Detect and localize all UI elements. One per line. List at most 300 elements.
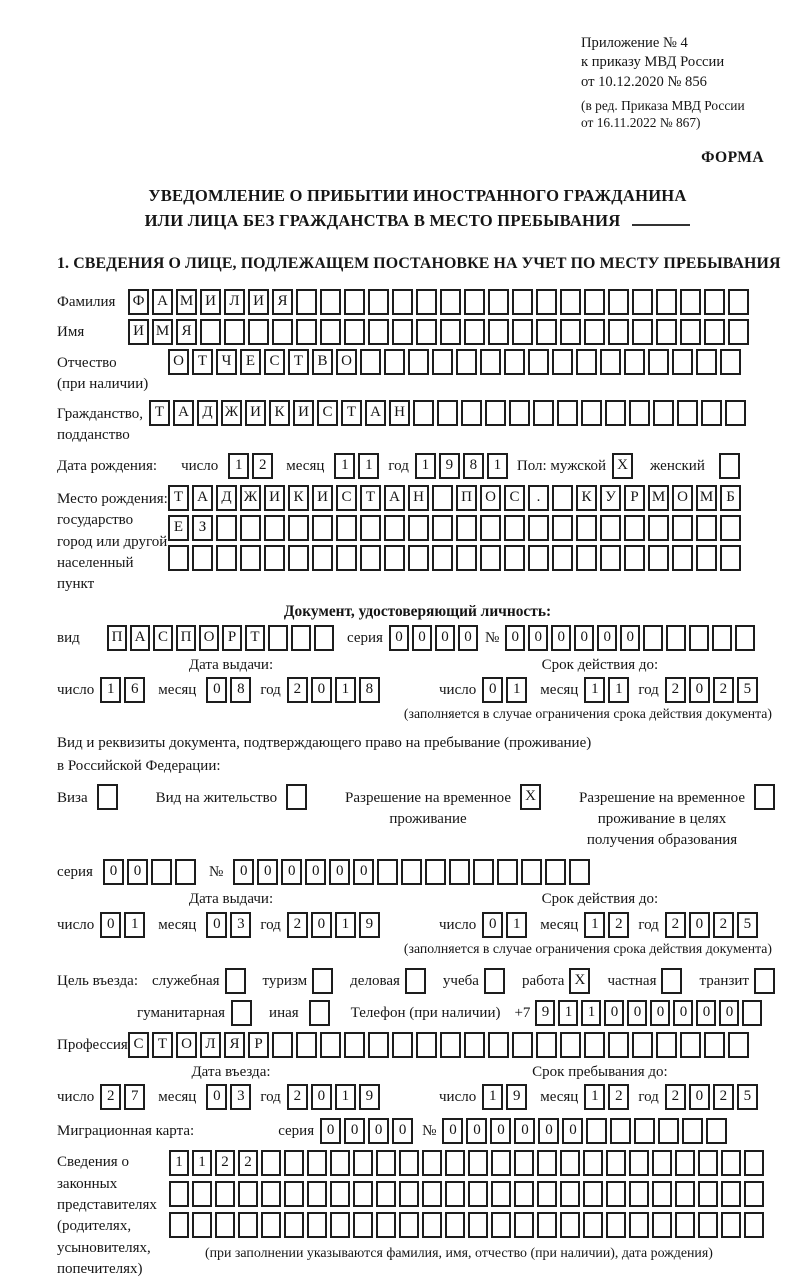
- char-cell[interactable]: [296, 1032, 317, 1058]
- char-cell[interactable]: [624, 515, 645, 541]
- char-cell[interactable]: 1: [506, 912, 527, 938]
- char-cell[interactable]: [399, 1212, 419, 1238]
- char-cell[interactable]: Д: [197, 400, 218, 426]
- char-cell[interactable]: П: [107, 625, 127, 651]
- char-cell[interactable]: [296, 289, 317, 315]
- char-cell[interactable]: [537, 1150, 557, 1176]
- char-cell[interactable]: А: [173, 400, 194, 426]
- char-cell[interactable]: 2: [665, 677, 686, 703]
- char-cell[interactable]: В: [312, 349, 333, 375]
- char-cell[interactable]: [445, 1181, 465, 1207]
- char-cell[interactable]: [698, 1181, 718, 1207]
- char-cell[interactable]: 2: [287, 912, 308, 938]
- char-cell[interactable]: [583, 1150, 603, 1176]
- char-cell[interactable]: 0: [620, 625, 640, 651]
- char-cell[interactable]: [514, 1150, 534, 1176]
- char-cell[interactable]: 0: [305, 859, 326, 885]
- char-cell[interactable]: [449, 859, 470, 885]
- char-cell[interactable]: [605, 400, 626, 426]
- char-cell[interactable]: [344, 289, 365, 315]
- char-cell[interactable]: [320, 1032, 341, 1058]
- char-cell[interactable]: [175, 859, 196, 885]
- char-cell[interactable]: [238, 1212, 258, 1238]
- char-cell[interactable]: [569, 859, 590, 885]
- char-cell[interactable]: [696, 545, 717, 571]
- char-cell[interactable]: [721, 1150, 741, 1176]
- char-cell[interactable]: [284, 1212, 304, 1238]
- char-cell[interactable]: О: [672, 485, 693, 511]
- char-cell[interactable]: 1: [124, 912, 145, 938]
- char-cell[interactable]: [461, 400, 482, 426]
- char-cell[interactable]: [330, 1212, 350, 1238]
- char-cell[interactable]: [240, 515, 261, 541]
- char-cell[interactable]: 2: [100, 1084, 121, 1110]
- char-cell[interactable]: [480, 515, 501, 541]
- char-cell[interactable]: [698, 1150, 718, 1176]
- char-cell[interactable]: [728, 1032, 749, 1058]
- char-cell[interactable]: [484, 968, 505, 994]
- char-cell[interactable]: [491, 1181, 511, 1207]
- char-cell[interactable]: [336, 515, 357, 541]
- char-cell[interactable]: 8: [359, 677, 380, 703]
- char-cell[interactable]: 8: [230, 677, 251, 703]
- char-cell[interactable]: [560, 1150, 580, 1176]
- char-cell[interactable]: 0: [689, 1084, 710, 1110]
- char-cell[interactable]: [652, 1150, 672, 1176]
- char-cell[interactable]: [552, 485, 573, 511]
- char-cell[interactable]: X: [612, 453, 633, 479]
- char-cell[interactable]: [656, 289, 677, 315]
- char-cell[interactable]: 2: [665, 1084, 686, 1110]
- char-cell[interactable]: [200, 319, 221, 345]
- char-cell[interactable]: 9: [506, 1084, 527, 1110]
- char-cell[interactable]: А: [384, 485, 405, 511]
- char-cell[interactable]: [456, 545, 477, 571]
- char-cell[interactable]: [360, 545, 381, 571]
- char-cell[interactable]: И: [200, 289, 221, 315]
- char-cell[interactable]: М: [176, 289, 197, 315]
- char-cell[interactable]: 0: [538, 1118, 559, 1144]
- char-cell[interactable]: 1: [584, 1084, 605, 1110]
- char-cell[interactable]: [268, 625, 288, 651]
- char-cell[interactable]: [309, 1000, 330, 1026]
- char-cell[interactable]: 0: [368, 1118, 389, 1144]
- char-cell[interactable]: [312, 515, 333, 541]
- char-cell[interactable]: [533, 400, 554, 426]
- char-cell[interactable]: 0: [505, 625, 525, 651]
- char-cell[interactable]: [368, 289, 389, 315]
- char-cell[interactable]: [552, 349, 573, 375]
- char-cell[interactable]: С: [264, 349, 285, 375]
- char-cell[interactable]: [272, 1032, 293, 1058]
- char-cell[interactable]: 0: [689, 912, 710, 938]
- char-cell[interactable]: [314, 625, 334, 651]
- char-cell[interactable]: [384, 545, 405, 571]
- char-cell[interactable]: 1: [581, 1000, 601, 1026]
- char-cell[interactable]: [464, 1032, 485, 1058]
- char-cell[interactable]: X: [569, 968, 590, 994]
- char-cell[interactable]: [286, 784, 307, 810]
- char-cell[interactable]: [583, 1181, 603, 1207]
- char-cell[interactable]: 0: [719, 1000, 739, 1026]
- char-cell[interactable]: X: [520, 784, 541, 810]
- char-cell[interactable]: 0: [435, 625, 455, 651]
- char-cell[interactable]: [632, 1032, 653, 1058]
- char-cell[interactable]: К: [288, 485, 309, 511]
- char-cell[interactable]: 9: [359, 912, 380, 938]
- char-cell[interactable]: Т: [288, 349, 309, 375]
- char-cell[interactable]: [456, 515, 477, 541]
- char-cell[interactable]: Р: [222, 625, 242, 651]
- char-cell[interactable]: Е: [168, 515, 189, 541]
- char-cell[interactable]: Д: [216, 485, 237, 511]
- char-cell[interactable]: [376, 1181, 396, 1207]
- char-cell[interactable]: [312, 545, 333, 571]
- char-cell[interactable]: [353, 1181, 373, 1207]
- char-cell[interactable]: [192, 1212, 212, 1238]
- char-cell[interactable]: 6: [124, 677, 145, 703]
- char-cell[interactable]: А: [152, 289, 173, 315]
- char-cell[interactable]: [608, 319, 629, 345]
- char-cell[interactable]: 1: [506, 677, 527, 703]
- char-cell[interactable]: [261, 1150, 281, 1176]
- char-cell[interactable]: 0: [233, 859, 254, 885]
- char-cell[interactable]: О: [176, 1032, 197, 1058]
- char-cell[interactable]: [238, 1181, 258, 1207]
- char-cell[interactable]: 3: [230, 1084, 251, 1110]
- char-cell[interactable]: И: [245, 400, 266, 426]
- char-cell[interactable]: [712, 625, 732, 651]
- char-cell[interactable]: [445, 1150, 465, 1176]
- char-cell[interactable]: [629, 1212, 649, 1238]
- char-cell[interactable]: [680, 319, 701, 345]
- char-cell[interactable]: И: [293, 400, 314, 426]
- char-cell[interactable]: [704, 289, 725, 315]
- char-cell[interactable]: 1: [415, 453, 436, 479]
- char-cell[interactable]: [560, 1032, 581, 1058]
- char-cell[interactable]: [288, 545, 309, 571]
- char-cell[interactable]: 2: [287, 677, 308, 703]
- char-cell[interactable]: 0: [551, 625, 571, 651]
- char-cell[interactable]: [225, 968, 246, 994]
- char-cell[interactable]: [307, 1181, 327, 1207]
- char-cell[interactable]: И: [312, 485, 333, 511]
- char-cell[interactable]: 0: [206, 1084, 227, 1110]
- char-cell[interactable]: [656, 1032, 677, 1058]
- char-cell[interactable]: Е: [240, 349, 261, 375]
- char-cell[interactable]: [307, 1150, 327, 1176]
- char-cell[interactable]: 0: [412, 625, 432, 651]
- char-cell[interactable]: 0: [103, 859, 124, 885]
- char-cell[interactable]: С: [336, 485, 357, 511]
- char-cell[interactable]: [552, 515, 573, 541]
- char-cell[interactable]: [680, 1032, 701, 1058]
- char-cell[interactable]: [514, 1181, 534, 1207]
- char-cell[interactable]: [215, 1181, 235, 1207]
- char-cell[interactable]: [629, 1150, 649, 1176]
- char-cell[interactable]: [560, 289, 581, 315]
- char-cell[interactable]: 1: [100, 677, 121, 703]
- char-cell[interactable]: [432, 515, 453, 541]
- char-cell[interactable]: Т: [168, 485, 189, 511]
- char-cell[interactable]: [248, 319, 269, 345]
- char-cell[interactable]: 1: [334, 453, 355, 479]
- char-cell[interactable]: 0: [482, 677, 503, 703]
- char-cell[interactable]: [682, 1118, 703, 1144]
- char-cell[interactable]: Ч: [216, 349, 237, 375]
- char-cell[interactable]: [584, 289, 605, 315]
- char-cell[interactable]: 0: [311, 912, 332, 938]
- char-cell[interactable]: [360, 349, 381, 375]
- char-cell[interactable]: Л: [200, 1032, 221, 1058]
- char-cell[interactable]: 5: [737, 1084, 758, 1110]
- char-cell[interactable]: [344, 1032, 365, 1058]
- char-cell[interactable]: [576, 515, 597, 541]
- char-cell[interactable]: [336, 545, 357, 571]
- char-cell[interactable]: 2: [713, 677, 734, 703]
- char-cell[interactable]: К: [269, 400, 290, 426]
- char-cell[interactable]: [661, 968, 682, 994]
- char-cell[interactable]: [408, 545, 429, 571]
- char-cell[interactable]: [744, 1212, 764, 1238]
- char-cell[interactable]: 5: [737, 677, 758, 703]
- char-cell[interactable]: [376, 1212, 396, 1238]
- char-cell[interactable]: Я: [224, 1032, 245, 1058]
- char-cell[interactable]: [192, 1181, 212, 1207]
- char-cell[interactable]: .: [528, 485, 549, 511]
- char-cell[interactable]: [586, 1118, 607, 1144]
- char-cell[interactable]: [545, 859, 566, 885]
- char-cell[interactable]: 0: [514, 1118, 535, 1144]
- char-cell[interactable]: 8: [463, 453, 484, 479]
- char-cell[interactable]: [422, 1150, 442, 1176]
- char-cell[interactable]: [536, 289, 557, 315]
- char-cell[interactable]: [408, 515, 429, 541]
- char-cell[interactable]: [97, 784, 118, 810]
- char-cell[interactable]: [216, 515, 237, 541]
- char-cell[interactable]: 2: [713, 1084, 734, 1110]
- char-cell[interactable]: З: [192, 515, 213, 541]
- char-cell[interactable]: 2: [238, 1150, 258, 1176]
- char-cell[interactable]: [491, 1212, 511, 1238]
- char-cell[interactable]: Т: [341, 400, 362, 426]
- char-cell[interactable]: И: [128, 319, 149, 345]
- char-cell[interactable]: П: [176, 625, 196, 651]
- char-cell[interactable]: [606, 1181, 626, 1207]
- char-cell[interactable]: К: [576, 485, 597, 511]
- char-cell[interactable]: [376, 1150, 396, 1176]
- char-cell[interactable]: [307, 1212, 327, 1238]
- char-cell[interactable]: 0: [673, 1000, 693, 1026]
- char-cell[interactable]: [413, 400, 434, 426]
- char-cell[interactable]: [576, 545, 597, 571]
- char-cell[interactable]: [392, 319, 413, 345]
- char-cell[interactable]: 0: [392, 1118, 413, 1144]
- char-cell[interactable]: Ж: [240, 485, 261, 511]
- char-cell[interactable]: [701, 400, 722, 426]
- char-cell[interactable]: [422, 1181, 442, 1207]
- char-cell[interactable]: 9: [359, 1084, 380, 1110]
- char-cell[interactable]: 1: [335, 677, 356, 703]
- char-cell[interactable]: [231, 1000, 252, 1026]
- char-cell[interactable]: 1: [358, 453, 379, 479]
- char-cell[interactable]: [754, 784, 775, 810]
- char-cell[interactable]: 0: [281, 859, 302, 885]
- char-cell[interactable]: [584, 1032, 605, 1058]
- char-cell[interactable]: [169, 1181, 189, 1207]
- char-cell[interactable]: [719, 453, 740, 479]
- char-cell[interactable]: 1: [584, 677, 605, 703]
- char-cell[interactable]: [473, 859, 494, 885]
- char-cell[interactable]: [528, 515, 549, 541]
- char-cell[interactable]: 2: [608, 912, 629, 938]
- char-cell[interactable]: [512, 319, 533, 345]
- char-cell[interactable]: С: [153, 625, 173, 651]
- char-cell[interactable]: 0: [466, 1118, 487, 1144]
- char-cell[interactable]: [216, 545, 237, 571]
- char-cell[interactable]: [330, 1150, 350, 1176]
- char-cell[interactable]: 1: [192, 1150, 212, 1176]
- char-cell[interactable]: 0: [257, 859, 278, 885]
- char-cell[interactable]: [416, 289, 437, 315]
- char-cell[interactable]: [728, 319, 749, 345]
- char-cell[interactable]: 5: [737, 912, 758, 938]
- char-cell[interactable]: [215, 1212, 235, 1238]
- char-cell[interactable]: [480, 349, 501, 375]
- char-cell[interactable]: А: [365, 400, 386, 426]
- char-cell[interactable]: [648, 515, 669, 541]
- char-cell[interactable]: М: [648, 485, 669, 511]
- char-cell[interactable]: 0: [442, 1118, 463, 1144]
- char-cell[interactable]: 0: [206, 912, 227, 938]
- char-cell[interactable]: [653, 400, 674, 426]
- char-cell[interactable]: 0: [650, 1000, 670, 1026]
- char-cell[interactable]: С: [128, 1032, 149, 1058]
- char-cell[interactable]: [224, 319, 245, 345]
- char-cell[interactable]: [720, 349, 741, 375]
- char-cell[interactable]: [706, 1118, 727, 1144]
- char-cell[interactable]: [360, 515, 381, 541]
- char-cell[interactable]: [754, 968, 775, 994]
- char-cell[interactable]: [399, 1181, 419, 1207]
- char-cell[interactable]: [721, 1212, 741, 1238]
- char-cell[interactable]: [440, 1032, 461, 1058]
- char-cell[interactable]: Ж: [221, 400, 242, 426]
- char-cell[interactable]: Л: [224, 289, 245, 315]
- char-cell[interactable]: Ф: [128, 289, 149, 315]
- char-cell[interactable]: [728, 289, 749, 315]
- char-cell[interactable]: [320, 289, 341, 315]
- char-cell[interactable]: [468, 1212, 488, 1238]
- char-cell[interactable]: [721, 1181, 741, 1207]
- char-cell[interactable]: 0: [490, 1118, 511, 1144]
- char-cell[interactable]: [401, 859, 422, 885]
- char-cell[interactable]: [464, 319, 485, 345]
- char-cell[interactable]: [744, 1150, 764, 1176]
- char-cell[interactable]: [608, 289, 629, 315]
- char-cell[interactable]: [536, 319, 557, 345]
- char-cell[interactable]: [557, 400, 578, 426]
- char-cell[interactable]: [632, 319, 653, 345]
- char-cell[interactable]: [536, 1032, 557, 1058]
- char-cell[interactable]: [576, 349, 597, 375]
- char-cell[interactable]: [608, 1032, 629, 1058]
- char-cell[interactable]: 9: [535, 1000, 555, 1026]
- char-cell[interactable]: [606, 1150, 626, 1176]
- char-cell[interactable]: [742, 1000, 762, 1026]
- char-cell[interactable]: [353, 1212, 373, 1238]
- char-cell[interactable]: 0: [311, 1084, 332, 1110]
- char-cell[interactable]: 2: [215, 1150, 235, 1176]
- char-cell[interactable]: [689, 625, 709, 651]
- char-cell[interactable]: [192, 545, 213, 571]
- char-cell[interactable]: [581, 400, 602, 426]
- char-cell[interactable]: 1: [487, 453, 508, 479]
- char-cell[interactable]: [425, 859, 446, 885]
- char-cell[interactable]: И: [248, 289, 269, 315]
- char-cell[interactable]: [288, 515, 309, 541]
- char-cell[interactable]: [514, 1212, 534, 1238]
- char-cell[interactable]: [509, 400, 530, 426]
- char-cell[interactable]: [696, 349, 717, 375]
- char-cell[interactable]: [399, 1150, 419, 1176]
- char-cell[interactable]: 1: [228, 453, 249, 479]
- char-cell[interactable]: 0: [344, 1118, 365, 1144]
- char-cell[interactable]: [468, 1181, 488, 1207]
- char-cell[interactable]: 1: [558, 1000, 578, 1026]
- char-cell[interactable]: [584, 319, 605, 345]
- char-cell[interactable]: 9: [439, 453, 460, 479]
- char-cell[interactable]: [677, 400, 698, 426]
- char-cell[interactable]: 0: [311, 677, 332, 703]
- char-cell[interactable]: [422, 1212, 442, 1238]
- char-cell[interactable]: [512, 1032, 533, 1058]
- char-cell[interactable]: Я: [272, 289, 293, 315]
- char-cell[interactable]: [491, 1150, 511, 1176]
- char-cell[interactable]: 2: [665, 912, 686, 938]
- char-cell[interactable]: 7: [124, 1084, 145, 1110]
- char-cell[interactable]: О: [480, 485, 501, 511]
- char-cell[interactable]: 2: [287, 1084, 308, 1110]
- char-cell[interactable]: С: [317, 400, 338, 426]
- char-cell[interactable]: [583, 1212, 603, 1238]
- char-cell[interactable]: [485, 400, 506, 426]
- char-cell[interactable]: 1: [169, 1150, 189, 1176]
- char-cell[interactable]: [600, 515, 621, 541]
- char-cell[interactable]: [606, 1212, 626, 1238]
- char-cell[interactable]: [528, 545, 549, 571]
- char-cell[interactable]: 1: [584, 912, 605, 938]
- char-cell[interactable]: [437, 400, 458, 426]
- char-cell[interactable]: [521, 859, 542, 885]
- char-cell[interactable]: [432, 545, 453, 571]
- char-cell[interactable]: [658, 1118, 679, 1144]
- char-cell[interactable]: 0: [627, 1000, 647, 1026]
- char-cell[interactable]: 2: [713, 912, 734, 938]
- char-cell[interactable]: [672, 349, 693, 375]
- char-cell[interactable]: Р: [248, 1032, 269, 1058]
- char-cell[interactable]: А: [192, 485, 213, 511]
- char-cell[interactable]: 0: [100, 912, 121, 938]
- char-cell[interactable]: [416, 319, 437, 345]
- char-cell[interactable]: [632, 289, 653, 315]
- char-cell[interactable]: Т: [245, 625, 265, 651]
- char-cell[interactable]: [675, 1212, 695, 1238]
- char-cell[interactable]: [675, 1150, 695, 1176]
- char-cell[interactable]: [735, 625, 755, 651]
- char-cell[interactable]: 0: [696, 1000, 716, 1026]
- char-cell[interactable]: [624, 349, 645, 375]
